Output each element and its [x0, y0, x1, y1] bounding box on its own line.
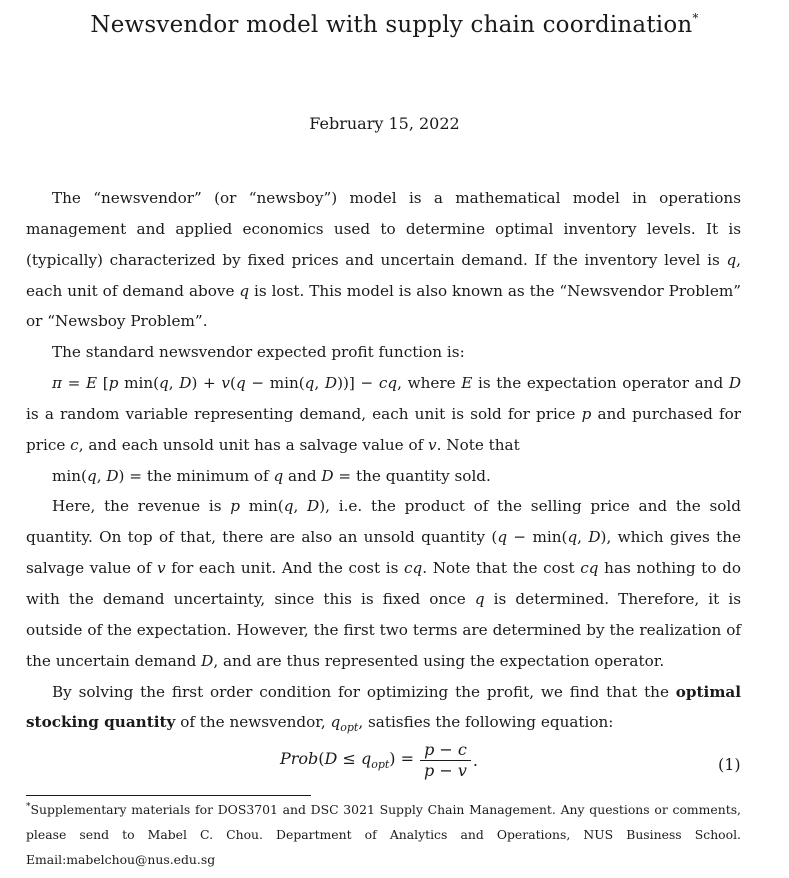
title-footnote-mark: * — [692, 11, 699, 25]
paragraph-revenue-explanation: Here, the revenue is p min(q, D), i.e. the product of the selling price and the sold quantity. On top of that, there are also an unsold quantity (q − min(q, D), which gives the salvage value of v for each unit. And the cost is cq. Note that the cost cq has nothing to do with the demand uncertainty, since this is fixed once q is determined. Therefore, it is outside of the expectation. However, the first two terms are determined by the realization of the uncertain demand D, and are thus represented using the expectation operator. — [26, 497, 742, 670]
optimal-quantity-tail: of the newsvendor, $q_{opt}$, satisfies the following equation: — [180, 713, 614, 735]
title-text: Newsvendor model with supply chain coordination — [90, 12, 693, 38]
footnote-text: Supplementary materials for DOS3701 and DSC 3021 Supply Chain Management. Any questions or comments, please send to Mabel C. Chou. Department of Analytics and Operations, NUS Business School. Email:mabelchou@nus.edu.sg — [26, 802, 741, 867]
footnote-mark: * — [26, 802, 31, 812]
optimal-quantity-lead: By solving the first order condition for optimizing the profit, we find that the — [52, 682, 669, 701]
profit-formula: π = E [p min(q, D) + v(q − min(q, D))] − cq, — [52, 374, 402, 393]
equation-1 — [280, 740, 478, 781]
equation-period: . — [472, 751, 478, 770]
equation-numerator: p − c — [420, 740, 471, 761]
paper-date: February 15, 2022 — [309, 114, 460, 133]
profit-formula-explanation: where E is the expectation operator and D is a random variable representing demand, each unit is sold for price p and purchased for price c, and each unsold unit has a salvage value of v. Note that — [26, 374, 741, 454]
paper-body — [26, 183, 741, 744]
paragraph-profit-function-intro: The standard newsvendor expected profit function is: — [52, 343, 465, 362]
footnote — [26, 795, 741, 872]
optimal-stocking-quantity-term: optimal stocking quantity — [26, 682, 741, 732]
equation-denominator: p − v — [424, 761, 467, 780]
equation-lhs: Prob(D ≤ $q_{opt}$) = — [280, 749, 415, 772]
paragraph-profit-function — [26, 368, 741, 461]
paper-title — [0, 4, 789, 39]
paragraph-optimal-quantity — [26, 677, 741, 745]
paragraph-intro: The “newsvendor” (or “newsboy”) model is a mathematical model in operations management and applied economics used to determine optimal inventory levels. It is (typically) characterized by fixed prices and uncertain demand. If the inventory level is q, each unit of demand above q is lost. This model is also known as the “Newsvendor Problem” or “Newsboy Problem”. — [26, 189, 741, 331]
paragraph-min-definition: min(q, D) = the minimum of q and D = the quantity sold. — [52, 466, 491, 485]
equation-fraction — [420, 740, 471, 781]
equation-number: (1) — [718, 755, 741, 774]
